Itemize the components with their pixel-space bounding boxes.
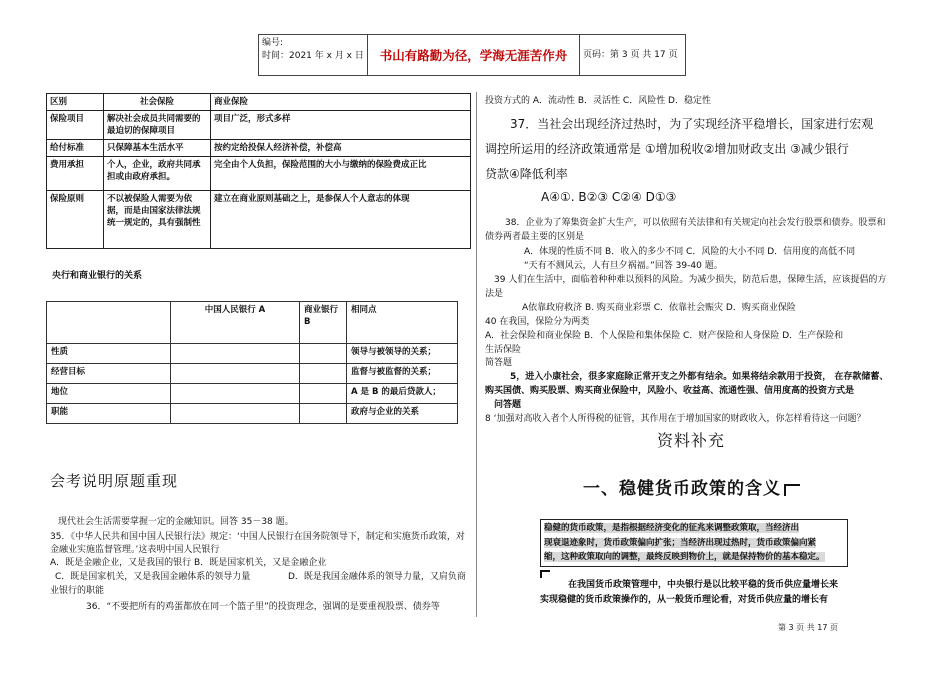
table-row xyxy=(47,404,458,424)
page-header xyxy=(258,34,686,76)
header-page-label: 页码：第 3 页 共 17 页 xyxy=(583,50,678,60)
table-cell: 费用承担 xyxy=(47,157,104,191)
definition-box xyxy=(540,519,848,567)
time-label: 时间：2021 年 x 月 x 日 xyxy=(262,51,364,61)
table-header-cell: 区别 xyxy=(47,94,104,111)
table-row xyxy=(47,384,458,404)
number-label: 编号: xyxy=(262,38,284,48)
question-37-options: A④①. B②③ C②④ D①③ xyxy=(541,190,677,204)
question-5-line2: 购买国债、购买股票、购买商业保险中，风险小、收益高、流通性强、信用度高的投资方式是 xyxy=(485,386,855,396)
paragraph-line2: 实现稳健的货币政策操作的，从一般货币理论看，对货币供应量的增长有 xyxy=(540,595,829,605)
table-header-row xyxy=(47,302,458,344)
definition-line: 缩，这种政策取向的调整，最终反映到物价上，就是保持物价的基本稳定。 xyxy=(544,552,825,562)
table-cell: 政府与企业的关系 xyxy=(347,404,458,424)
table-cell xyxy=(300,364,347,384)
table-row xyxy=(47,344,458,364)
table-cell: 保险项目 xyxy=(47,111,104,140)
table-header-cell: 商业保险 xyxy=(211,94,471,111)
question-40-options-cont: 生活保险 xyxy=(485,345,522,355)
table-cell: 按约定给投保人经济补偿，补偿高 xyxy=(211,140,471,157)
header-meta xyxy=(259,35,368,75)
paragraph-line1: 在我国货币政策管理中，中央银行是以比较平稳的货币供应量增长来 xyxy=(568,580,839,590)
question-36: 36．“不要把所有的鸡蛋都放在同一个篮子里”的投资理念，强调的是要重视股票、债券等 xyxy=(86,602,440,612)
table-cell xyxy=(300,404,347,424)
table-cell xyxy=(171,384,300,404)
table-cell: 建立在商业原则基础之上，是参保人个人意志的体现 xyxy=(211,191,471,249)
table-row xyxy=(47,140,471,157)
insurance-comparison-table xyxy=(46,93,471,249)
question-39-options: A依靠政府救济 B. 购买商业彩票 C．依靠社会赈灾 D．购买商业保险 xyxy=(522,303,796,313)
table-cell xyxy=(171,364,300,384)
table-cell: 解决社会成员共同需要的最迫切的保障项目 xyxy=(104,111,211,140)
definition-line: 稳健的货币政策，是指根据经济变化的征兆来调整政策取，当经济出 xyxy=(544,523,800,533)
table-cell: A 是 B 的最后贷款人； xyxy=(347,384,458,404)
question-38-options: A．体现的性质不同 B．收入的多少不同 C．风险的大小不同 D．信用度的高低不同 xyxy=(524,247,856,257)
question-35-option-c: C．既是国家机关，又是我国金融体系的领导力量 xyxy=(55,572,251,582)
section-heading xyxy=(583,474,800,499)
table-row xyxy=(47,364,458,384)
table-cell: 地位 xyxy=(47,384,171,404)
table-cell: 保险原则 xyxy=(47,191,104,249)
question-37-line3: 贷款④降低利率 xyxy=(485,167,568,181)
table-header-cell: 社会保险 xyxy=(104,94,211,111)
question-5-line1: 5，进入小康社会，很多家庭除正常开支之外都有结余。如果将结余款用于投资， 在存款储蓄、 xyxy=(510,372,889,382)
table-cell: 经营目标 xyxy=(47,364,171,384)
table-cell xyxy=(171,344,300,364)
table-cell xyxy=(300,344,347,364)
question-40-options: A．社会保险和商业保险 B．个人保险和集体保险 C．财产保险和人身保险 D．生产保险和 xyxy=(485,331,844,341)
table-row xyxy=(47,191,471,249)
question-35-options-ab: A．既是金融企业，又是我国的银行 B．既是国家机关，又是金融企业 xyxy=(50,558,327,568)
paragraph-marker-icon xyxy=(540,570,550,578)
table-cell: 监督与被监督的关系； xyxy=(347,364,458,384)
table-cell: 不以被保险人需要为依据，而是由国家法律法规统一规定的，具有强制性 xyxy=(104,191,211,249)
table-header-row xyxy=(47,94,471,111)
table-header-cell: 商业银行 B xyxy=(300,302,347,344)
table-cell: 个人，企业，政府共同承担或由政府承担。 xyxy=(104,157,211,191)
exam-review-heading: 会考说明原题重现 xyxy=(50,472,179,490)
bank-section-title: 央行和商业银行的关系 xyxy=(52,271,143,281)
answer-label: 问答题 xyxy=(494,400,522,410)
table-header-cell xyxy=(47,302,171,344)
table-header-cell: 相同点 xyxy=(347,302,458,344)
definition-line: 现衰退迹象时，货币政策偏向扩张；当经济出现过热时，货币政策偏向紧 xyxy=(544,537,817,548)
table-cell: 职能 xyxy=(47,404,171,424)
question-38-line2: 债券两者最主要的区别是 xyxy=(485,232,585,242)
table-cell: 只保障基本生活水平 xyxy=(104,140,211,157)
table-cell: 性质 xyxy=(47,344,171,364)
bank-relations-table xyxy=(46,301,458,424)
question-35-option-d: D．既是我国金融体系的领导力量，又肩负商 xyxy=(288,572,466,582)
question-38-line1: 38．企业为了筹集资金扩大生产，可以依照有关法律和有关规定向社会发行股票和债券。股票和 xyxy=(505,218,886,228)
question-39-line2: 法是 xyxy=(485,289,504,299)
header-motto: 书山有路勤为径，学海无涯苦作舟 xyxy=(368,35,580,75)
table-header-cell: 中国人民银行 A xyxy=(171,302,300,344)
question-37-line2: 调控所运用的经济政策通常是 ①增加税收②增加财政支出 ③减少银行 xyxy=(485,142,849,156)
heading-marker-icon xyxy=(784,484,800,496)
table-row xyxy=(47,111,471,140)
page-footer: 第 3 页 共 17 页 xyxy=(778,623,838,632)
question-35-option-d-cont: 业银行的职能 xyxy=(50,586,105,596)
question-40: 40 在我国，保险分为两类 xyxy=(485,317,590,327)
table-cell: 领导与被领导的关系； xyxy=(347,344,458,364)
table-cell xyxy=(300,384,347,404)
column-divider xyxy=(476,92,477,617)
short-answer-label: 简答题 xyxy=(485,358,513,368)
supplement-title: 资料补充 xyxy=(657,431,726,450)
question-39-line1: 39 人们在生活中，面临着种种难以预料的风险。为减少损失，防范后患，保障生活，应该提倡的方 xyxy=(494,275,887,285)
question-8: 8 ‘加强对高收入者个人所得税的征管，其作用在于增加国家的财政收入，你怎样看待这一问题？ xyxy=(485,414,866,424)
question-35: 35．《中华人民共和国中国人民银行法》规定：‘中国人民银行在国务院领导下，制定和实施货币政策，对金融业实施监督管理。’这表明中国人民银行 xyxy=(50,532,465,555)
table-cell xyxy=(171,404,300,424)
table-cell: 项目广泛，形式多样 xyxy=(211,111,471,140)
intro-text: 现代社会生活需要掌握一定的金融知识。回答 35－38 题。 xyxy=(58,517,294,527)
question-39-quote: “天有不测风云，人有旦夕祸福。”回答 39-40 题。 xyxy=(524,261,723,271)
table-cell: 完全由个人负担，保险范围的大小与缴纳的保险费成正比 xyxy=(211,157,471,191)
table-cell: 给付标准 xyxy=(47,140,104,157)
question-37-line1: 37．当社会出现经济过热时，为了实现经济平稳增长，国家进行宏观 xyxy=(510,117,874,131)
question-36-options: 投资方式的 A．流动性 B．灵活性 C．风险性 D．稳定性 xyxy=(485,96,711,106)
table-row xyxy=(47,157,471,191)
section-heading-text: 一、稳健货币政策的含义 xyxy=(583,479,781,499)
